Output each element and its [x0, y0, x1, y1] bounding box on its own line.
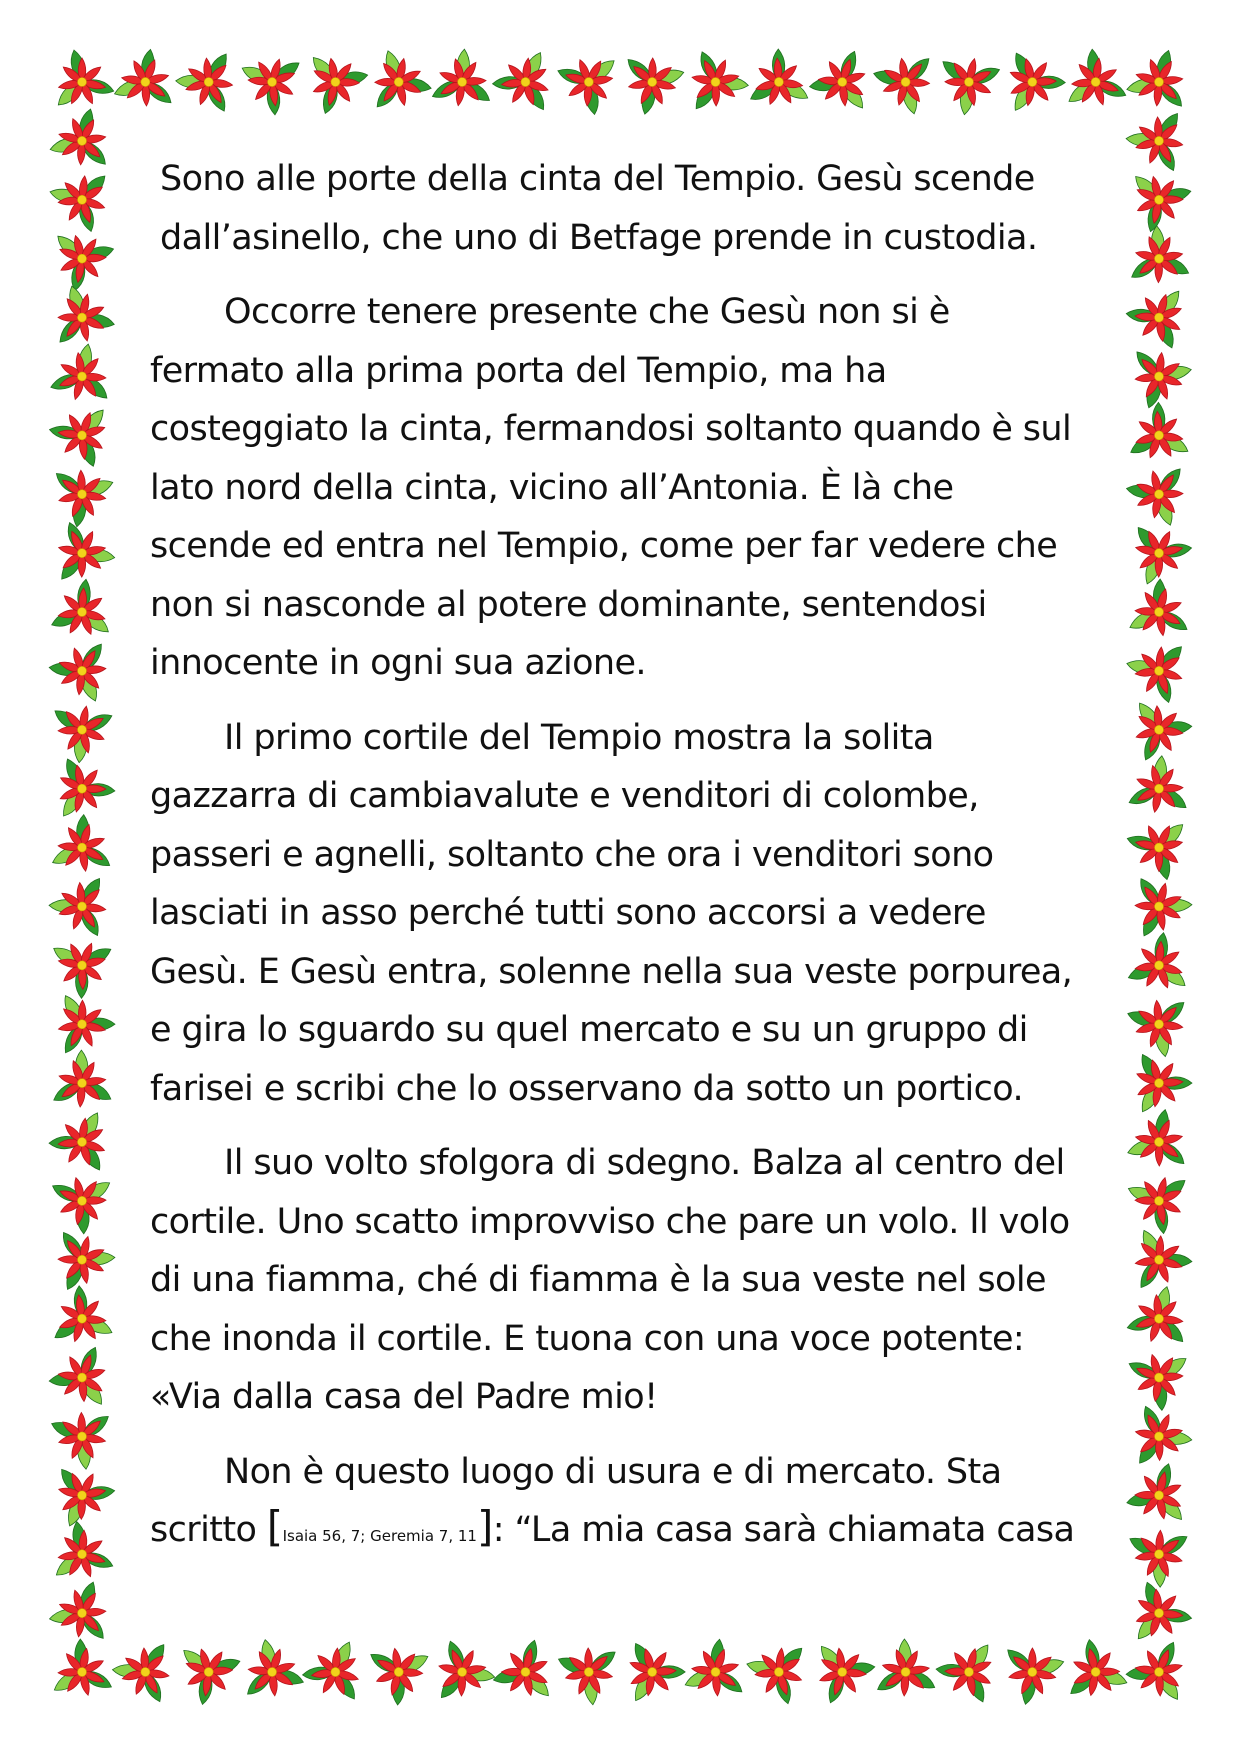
poinsettia-icon: [1113, 866, 1198, 950]
paragraph: Sono alle porte della cinta del Tempio. Gesù scende dall’asinello, che uno di Betfage prende in custodia.: [160, 159, 1038, 258]
poinsettia-icon: [1122, 1043, 1198, 1115]
poinsettia-icon: [807, 46, 871, 114]
poinsettia-icon: [51, 1520, 118, 1583]
paragraph: Il primo cortile del Tempio mostra la solita gazzarra di cambiavalute e venditori di colombe, passeri e agnelli, soltanto che ora i venditori sono lasciati in asso perché tutti sono accorsi a vedere Gesù. E Gesù entra, solenne nella sua veste porpurea, e gira lo sguardo su quel mercato e su un gruppo di farisei e scribi che lo osservano da sotto un portico.: [150, 717, 1073, 1109]
poinsettia-icon: [1126, 1462, 1184, 1525]
poinsettia-icon: [41, 1045, 125, 1130]
poinsettia-icon: [181, 1640, 244, 1707]
poinsettia-icon: [43, 1109, 120, 1183]
poinsettia-icon: [39, 458, 119, 535]
poinsettia-icon: [1121, 40, 1204, 121]
poinsettia-icon: [40, 1279, 116, 1358]
poinsettia-icon: [1118, 220, 1202, 305]
poinsettia-icon: [546, 1626, 629, 1710]
poinsettia-icon: [45, 575, 111, 645]
poinsettia-icon: [865, 1633, 949, 1718]
poinsettia-icon: [40, 339, 124, 422]
poinsettia-icon: [1124, 573, 1200, 645]
poinsettia-icon: [47, 808, 123, 881]
poinsettia-icon: [39, 1391, 122, 1475]
poinsettia-icon: [1125, 1225, 1198, 1301]
poinsettia-icon: [615, 1632, 691, 1704]
poinsettia-icon: [170, 39, 255, 124]
poinsettia-icon: [107, 1629, 191, 1714]
poinsettia-icon: [44, 863, 129, 948]
poinsettia-icon: [742, 1630, 824, 1713]
poinsettia-icon: [39, 684, 124, 768]
poinsettia-icon: [1117, 750, 1202, 834]
poinsettia-icon: [1113, 1395, 1197, 1480]
poinsettia-icon: [1119, 510, 1200, 588]
poinsettia-icon: [46, 1340, 111, 1410]
scripture-reference: Isaia 56, 7; Geremia 7, 11: [282, 1527, 477, 1545]
paragraph: Occorre tenere presente che Gesù non si è fermato alla prima porta del Tempio, ma ha costeggiato la cinta, fermandosi soltanto quando è sul lato nord della cinta, vicino all’Antonia. È là che scende ed entra nel Tempio, come per far vedere che non si nasconde al potere dominante, sentendosi innocente in ogni sua azione.: [150, 292, 1072, 683]
poinsettia-icon: [50, 929, 122, 1004]
poinsettia-icon: [44, 99, 126, 179]
poinsettia-icon: [739, 43, 812, 119]
poinsettia-icon: [1133, 170, 1191, 233]
poinsettia-icon: [608, 44, 690, 123]
poinsettia-icon: [1117, 1282, 1200, 1364]
poinsettia-icon: [49, 1635, 121, 1703]
poinsettia-icon: [421, 44, 506, 128]
poinsettia-icon: [1119, 396, 1192, 472]
poinsettia-icon: [1118, 451, 1196, 531]
poinsettia-icon: [53, 50, 115, 107]
poinsettia-icon: [44, 1570, 128, 1652]
paragraph-text: : “La mia casa sarà chiamata casa: [492, 1510, 1075, 1550]
poinsettia-icon: [1123, 929, 1188, 999]
poinsettia-icon: [1122, 1634, 1189, 1705]
poinsettia-icon: [486, 49, 564, 124]
poinsettia-icon: [45, 158, 127, 241]
poinsettia-icon: [1052, 1631, 1131, 1713]
poinsettia-icon: [1121, 1347, 1191, 1413]
poinsettia-icon: [988, 1635, 1069, 1714]
poinsettia-icon: [1121, 98, 1205, 183]
poinsettia-icon: [1126, 822, 1188, 879]
poinsettia-icon: [554, 54, 620, 116]
poinsettia-icon: [358, 1638, 434, 1710]
poinsettia-icon: [46, 407, 114, 471]
poinsettia-icon: [295, 1638, 374, 1714]
poinsettia-icon: [926, 36, 1010, 120]
poinsettia-icon: [1124, 1161, 1202, 1241]
poinsettia-icon: [233, 1634, 315, 1717]
poinsettia-icon: [42, 629, 117, 707]
poinsettia-icon: [417, 1630, 500, 1714]
poinsettia-icon: [932, 1642, 1004, 1710]
poinsettia-icon: [996, 43, 1071, 115]
paragraph-text: Non è questo luogo di usura e di mercato. Sta scritto: [150, 1451, 1002, 1550]
poinsettia-icon: [309, 52, 369, 116]
poinsettia-icon: [47, 750, 120, 819]
poinsettia-icon: [493, 1639, 550, 1701]
poinsettia-icon: [1122, 629, 1204, 712]
reference-bracket-open: [: [266, 1502, 283, 1551]
paragraph-with-reference: [150, 1443, 1080, 1566]
poinsettia-icon: [1122, 1101, 1203, 1179]
poinsettia-icon: [863, 38, 943, 120]
poinsettia-icon: [362, 45, 440, 126]
reference-bracket-close: ]: [476, 1502, 493, 1551]
poinsettia-icon: [670, 40, 754, 125]
poinsettia-icon: [1063, 46, 1133, 111]
poinsettia-icon: [1122, 288, 1192, 354]
poinsettia-icon: [238, 43, 314, 122]
poinsettia-icon: [1116, 979, 1198, 1062]
poinsettia-icon: [55, 228, 116, 293]
poinsettia-icon: [679, 1632, 758, 1708]
poinsettia-icon: [109, 41, 189, 118]
paragraph: Il suo volto sfolgora di sdegno. Balza al centro del cortile. Uno scatto improvviso che pare un volo. Il volo di una fiamma, ché di fiamma è la sua veste nel sole che inonda il cortile. E tuona con una voce potente: «Via dalla casa del Padre mio!: [150, 1143, 1070, 1417]
poinsettia-icon: [814, 1641, 877, 1708]
poinsettia-icon: [49, 990, 120, 1064]
document-body: [150, 150, 1080, 1582]
poinsettia-icon: [43, 1170, 115, 1238]
poinsettia-icon: [1116, 1508, 1200, 1593]
